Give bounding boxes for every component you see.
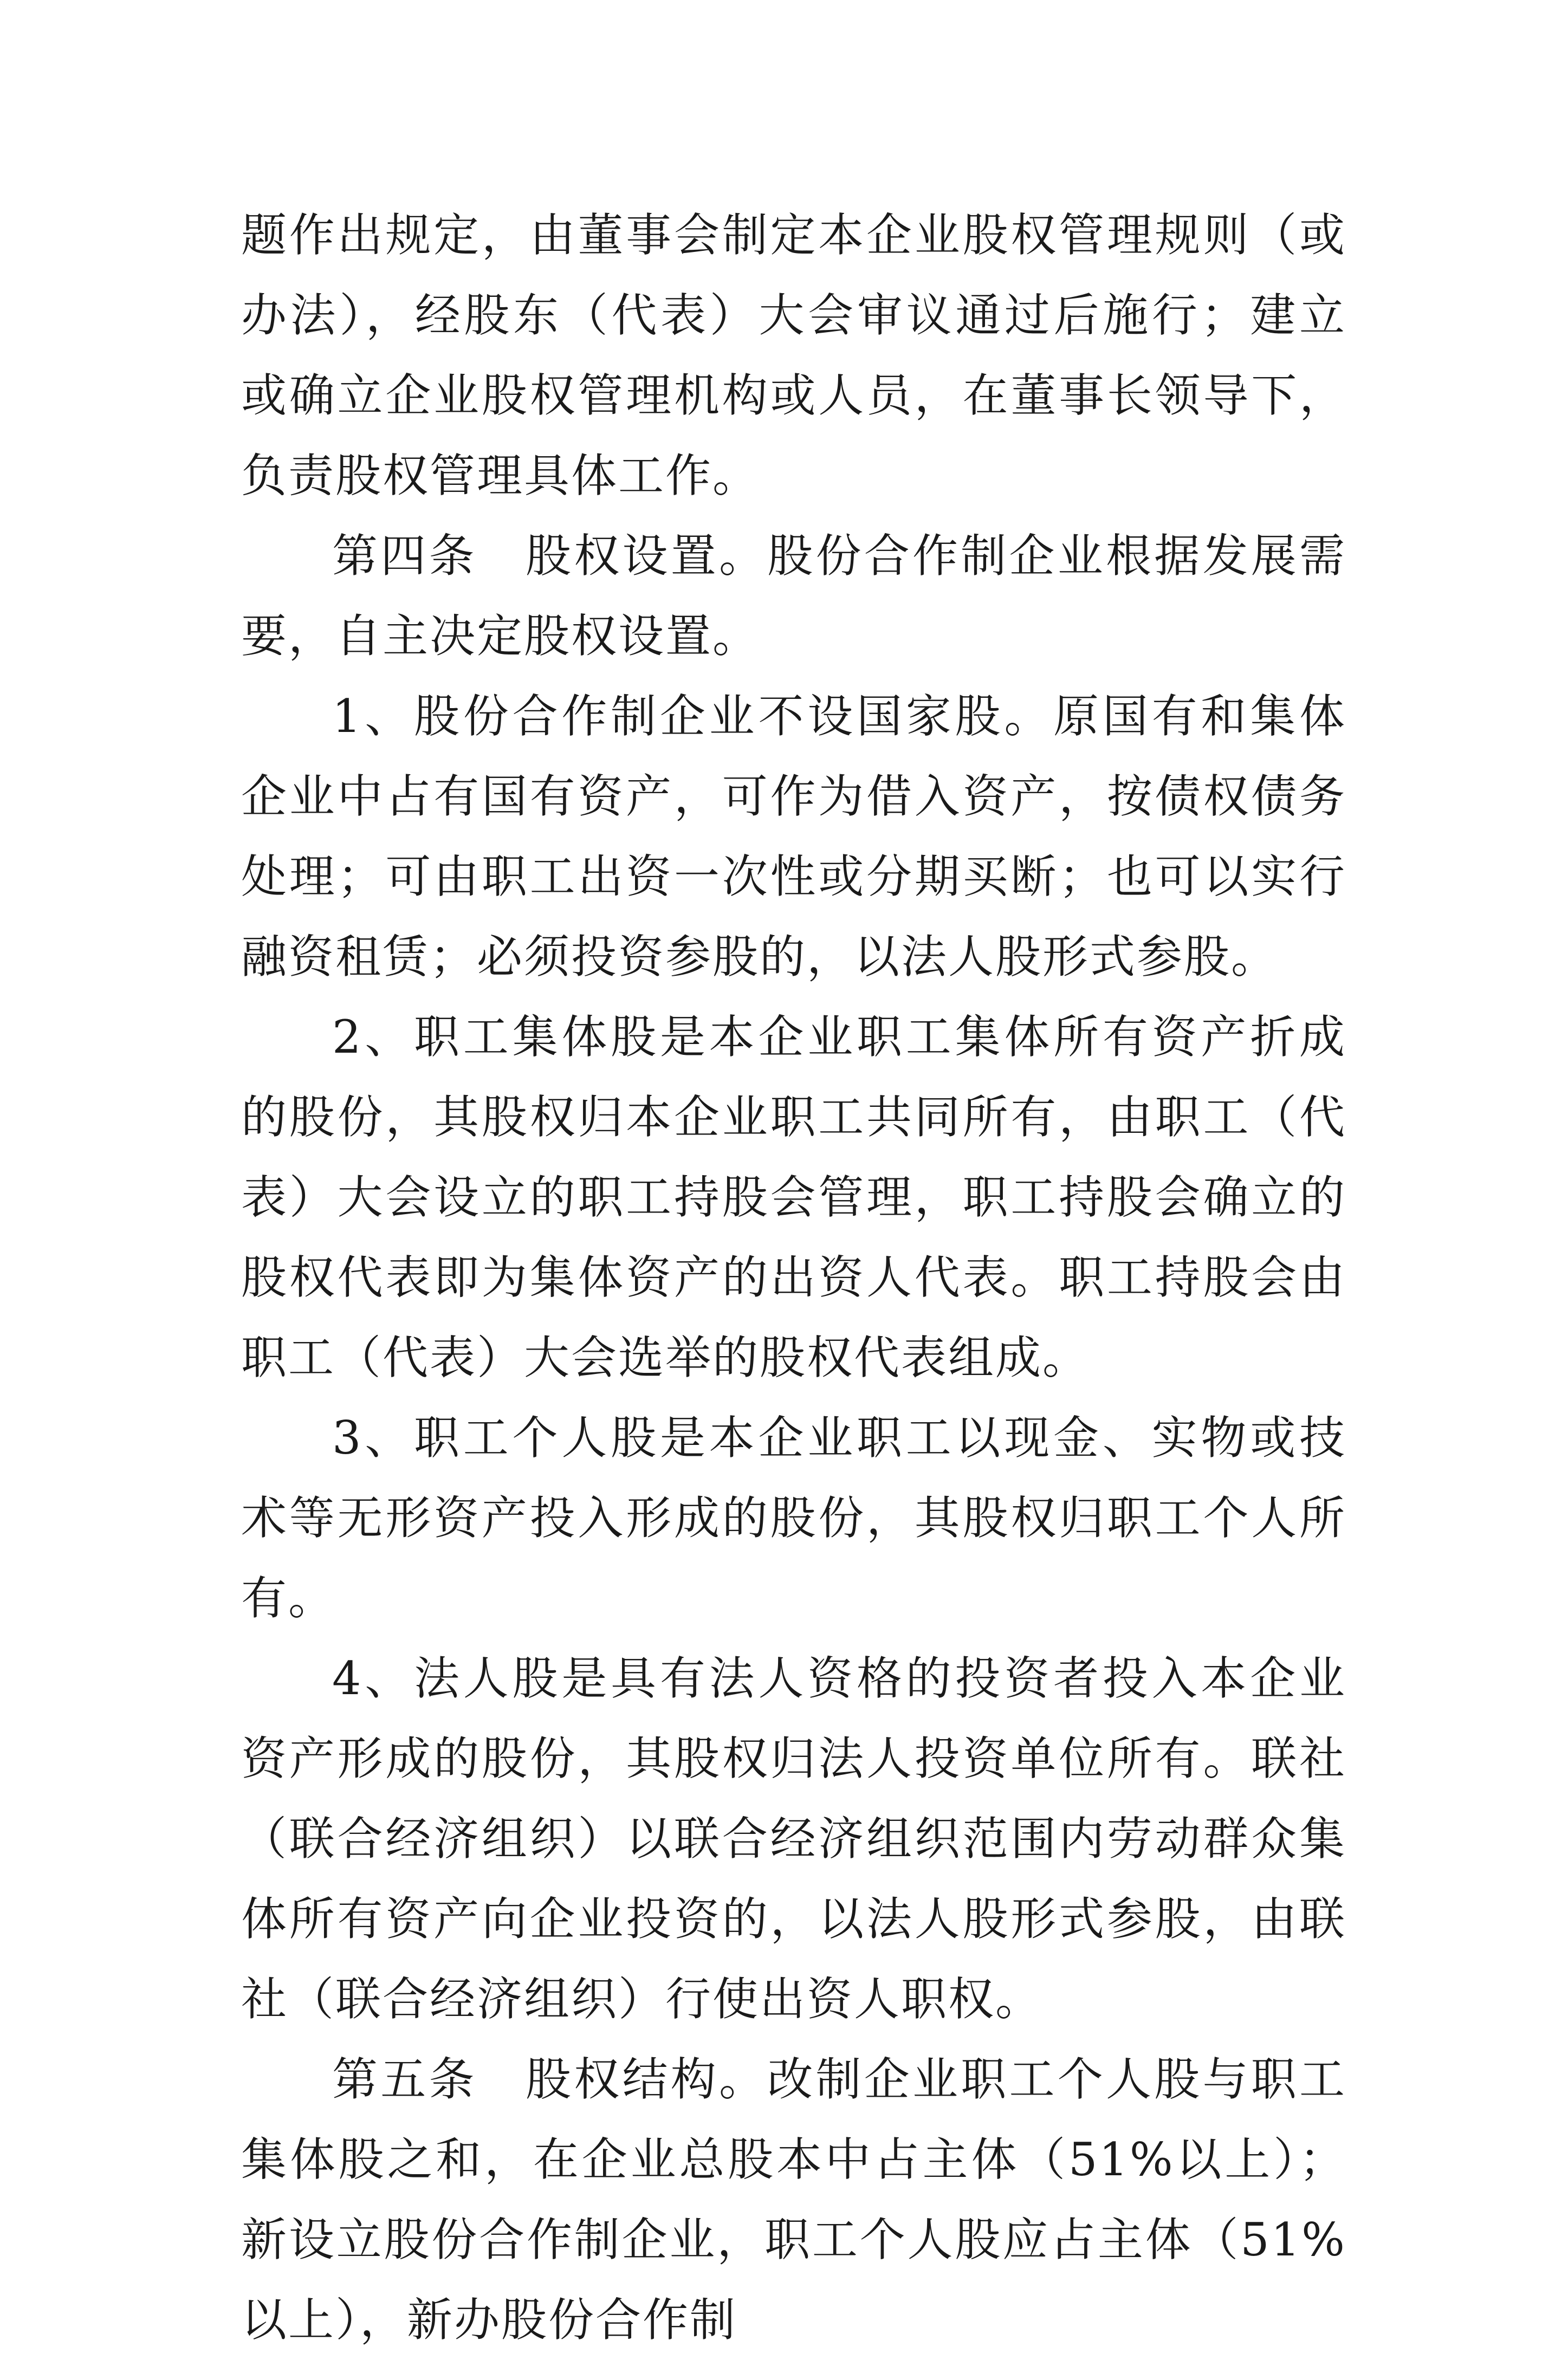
document-body (241, 195, 1346, 2360)
paragraph-item-4: 4、法人股是具有法人资格的投资者投入本企业资产形成的股份，其股权归法人投资单位所有。联社（联合经济组织）以联合经济组织范围内劳动群众集体所有资产向企业投资的，以法人股形式参股，由联社（联合经济组织）行使出资人职权。 (241, 1652, 1346, 2026)
paragraph-item-3: 3、职工个人股是本企业职工以现金、实物或技术等无形资产投入形成的股份，其股权归职工个人所有。 (241, 1411, 1346, 1625)
paragraph-article-5: 第五条 股权结构。改制企业职工个人股与职工集体股之和，在企业总股本中占主体（51%以上）；新设立股份合作制企业，职工个人股应占主体（51%以上），新办股份合作制 (241, 2053, 1346, 2346)
paragraph-item-1: 1、股份合作制企业不设国家股。原国有和集体企业中占有国有资产，可作为借入资产，按债权债务处理；可由职工出资一次性或分期买断；也可以实行融资租赁；必须投资参股的，以法人股形式参股。 (241, 690, 1346, 983)
paragraph-1: 题作出规定，由董事会制定本企业股权管理规则（或办法），经股东（代表）大会审议通过后施行；建立或确立企业股权管理机构或人员，在董事长领导下，负责股权管理具体工作。 (241, 209, 1346, 502)
paragraph-article-4: 第四条 股权设置。股份合作制企业根据发展需要，自主决定股权设置。 (241, 529, 1346, 663)
paragraph-item-2: 2、职工集体股是本企业职工集体所有资产折成的股份，其股权归本企业职工共同所有，由职工（代表）大会设立的职工持股会管理，职工持股会确立的股权代表即为集体资产的出资人代表。职工持股会由职工（代表）大会选举的股权代表组成。 (241, 1010, 1346, 1384)
